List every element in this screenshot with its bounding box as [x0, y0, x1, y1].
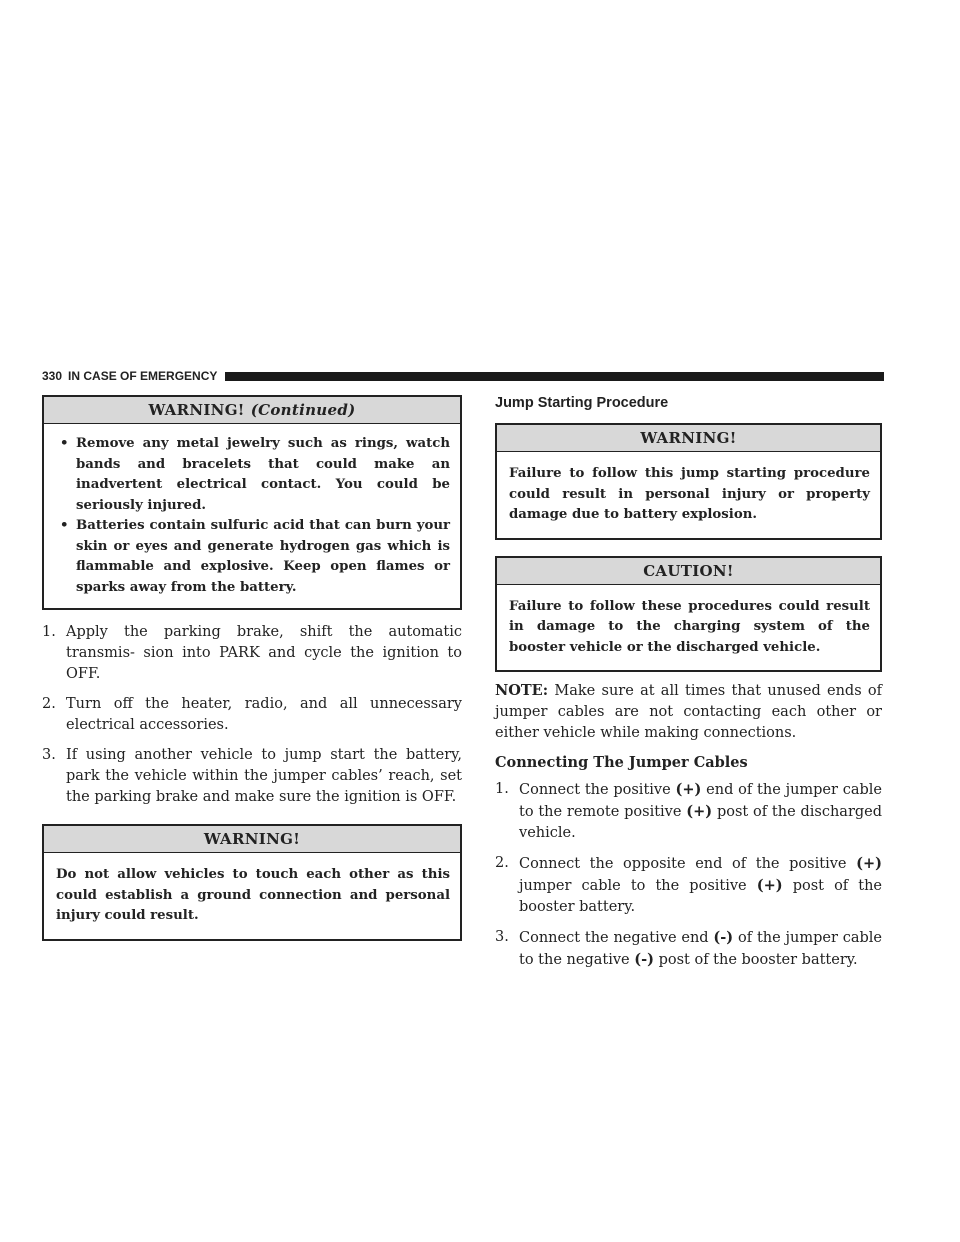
note-label: NOTE:: [495, 682, 549, 699]
caution-header: CAUTION!: [497, 558, 880, 585]
warning-body: [44, 424, 460, 608]
step-item: 1. Apply the parking brake, shift the automatic transmis- sion into PARK and cycle the ignition to OFF.: [42, 624, 462, 682]
warning-header: [44, 397, 460, 424]
warning-box-jump: [495, 423, 882, 540]
step-item: 3. If using another vehicle to jump start the battery, park the vehicle within the jumper cables’ reach, set the parking brake and make sure the ignition is OFF.: [42, 747, 462, 805]
procedure-steps: [42, 622, 462, 808]
warning-title: WARNING!: [148, 401, 245, 419]
step-item: 2. Turn off the heater, radio, and all unnecessary electrical accessories.: [42, 696, 462, 733]
right-column: [495, 395, 882, 980]
warning-header: WARNING!: [497, 425, 880, 452]
page-header: [42, 368, 884, 384]
step-item: 3. Connect the negative end (-) of the jumper cable to the negative (-) post of the booster battery.: [495, 929, 883, 968]
section-title: Jump Starting Procedure: [495, 395, 669, 411]
warning-bullet: • Batteries contain sulfuric acid that can burn your skin or eyes and generate hydrogen gas which is flammable and explosive. Keep open flames or sparks away from the battery.: [60, 518, 450, 595]
caution-box: [495, 556, 882, 673]
bullet-icon: •: [60, 436, 69, 451]
left-column: [42, 395, 462, 941]
warning-continued-box: [42, 395, 462, 610]
warning-continued-label: (Continued): [250, 401, 356, 419]
warning-header: WARNING!: [44, 826, 460, 853]
caution-text: Failure to follow these procedures could result in damage to the charging system of the booster vehicle or the discharged vehicle.: [509, 598, 870, 655]
page-number: 330: [42, 369, 63, 383]
bullet-icon: •: [60, 518, 69, 533]
step-item: 2. Connect the opposite end of the positive (+) jumper cable to the positive (+) post of the booster battery.: [495, 855, 883, 915]
connect-steps: [495, 779, 882, 971]
section-name: IN CASE OF EMERGENCY: [68, 369, 218, 383]
warning-box-vehicles: [42, 824, 462, 941]
warning-text: Do not allow vehicles to touch each other as this could establish a ground connection and personal injury could result.: [56, 867, 450, 923]
header-rule: [225, 372, 884, 381]
warning-bullet: • Remove any metal jewelry such as rings, watch bands and bracelets that could make an inadvertent electrical contact. You could be seriously injured.: [60, 436, 450, 513]
warning-text: Failure to follow this jump starting procedure could result in personal injury or property damage due to battery explosion.: [509, 466, 870, 522]
subheading: Connecting The Jumper Cables: [495, 754, 748, 771]
step-item: 1. Connect the positive (+) end of the jumper cable to the remote positive (+) post of the discharged vehicle.: [495, 781, 883, 841]
note-paragraph: [495, 680, 882, 744]
note-text: Make sure at all times that unused ends of jumper cables are not contacting each other or either vehicle while making connections.: [495, 683, 883, 741]
